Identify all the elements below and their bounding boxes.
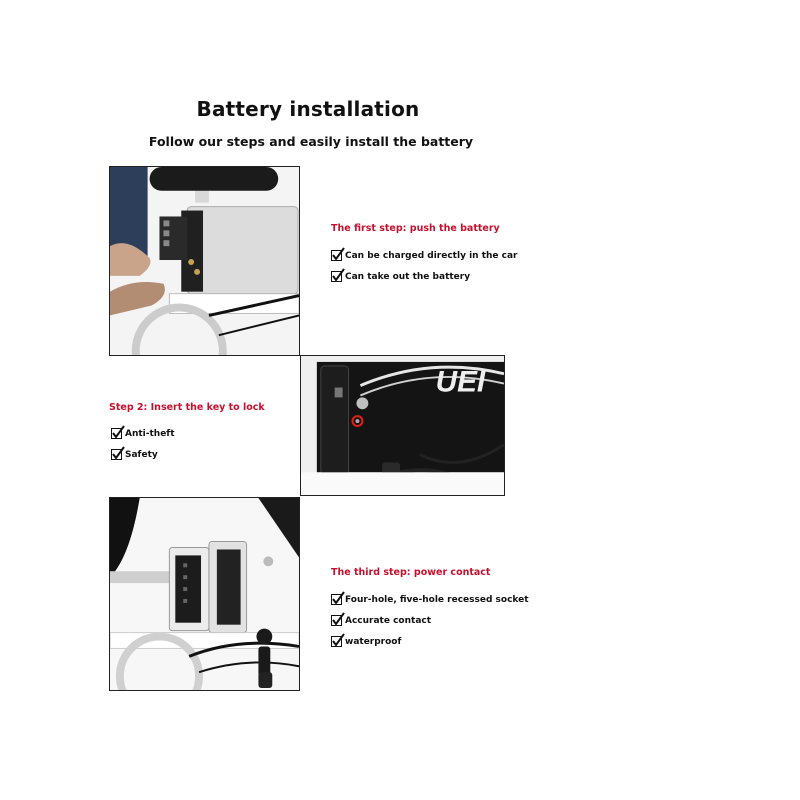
list-item — [331, 249, 518, 262]
step3-illustration — [110, 498, 299, 690]
step2-brand-text: UEI — [435, 365, 486, 399]
step1-photo — [109, 166, 300, 356]
list-item-label: Can be charged directly in the car — [345, 250, 518, 261]
step3-photo — [109, 497, 300, 691]
step1-heading: The first step: push the battery — [331, 223, 500, 234]
checkbox-icon — [331, 250, 342, 261]
step1-illustration — [110, 167, 299, 355]
checkbox-icon — [331, 615, 342, 626]
list-item-label: Can take out the battery — [345, 271, 471, 282]
step3-list — [331, 593, 529, 656]
list-item — [111, 448, 175, 461]
checkbox-icon — [331, 271, 342, 282]
list-item-label: Safety — [125, 449, 158, 460]
list-item — [331, 635, 529, 648]
checkbox-icon — [111, 428, 122, 439]
step2-heading: Step 2: Insert the key to lock — [109, 402, 265, 413]
list-item-label: Four-hole, five-hole recessed socket — [345, 594, 529, 605]
step3-heading: The third step: power contact — [331, 567, 491, 578]
list-item — [331, 270, 518, 283]
checkbox-icon — [111, 449, 122, 460]
list-item — [111, 427, 175, 440]
page-title: Battery installation — [196, 97, 420, 121]
checkbox-icon — [331, 636, 342, 647]
page-subtitle: Follow our steps and easily install the battery — [148, 134, 474, 149]
list-item-label: Anti-theft — [125, 428, 175, 439]
step1-list — [331, 249, 518, 291]
list-item-label: waterproof — [345, 636, 402, 647]
list-item — [331, 593, 529, 606]
list-item — [331, 614, 529, 627]
step2-illustration — [301, 356, 504, 495]
list-item-label: Accurate contact — [345, 615, 432, 626]
step2-photo — [300, 355, 505, 496]
step2-list — [111, 427, 175, 469]
checkbox-icon — [331, 594, 342, 605]
